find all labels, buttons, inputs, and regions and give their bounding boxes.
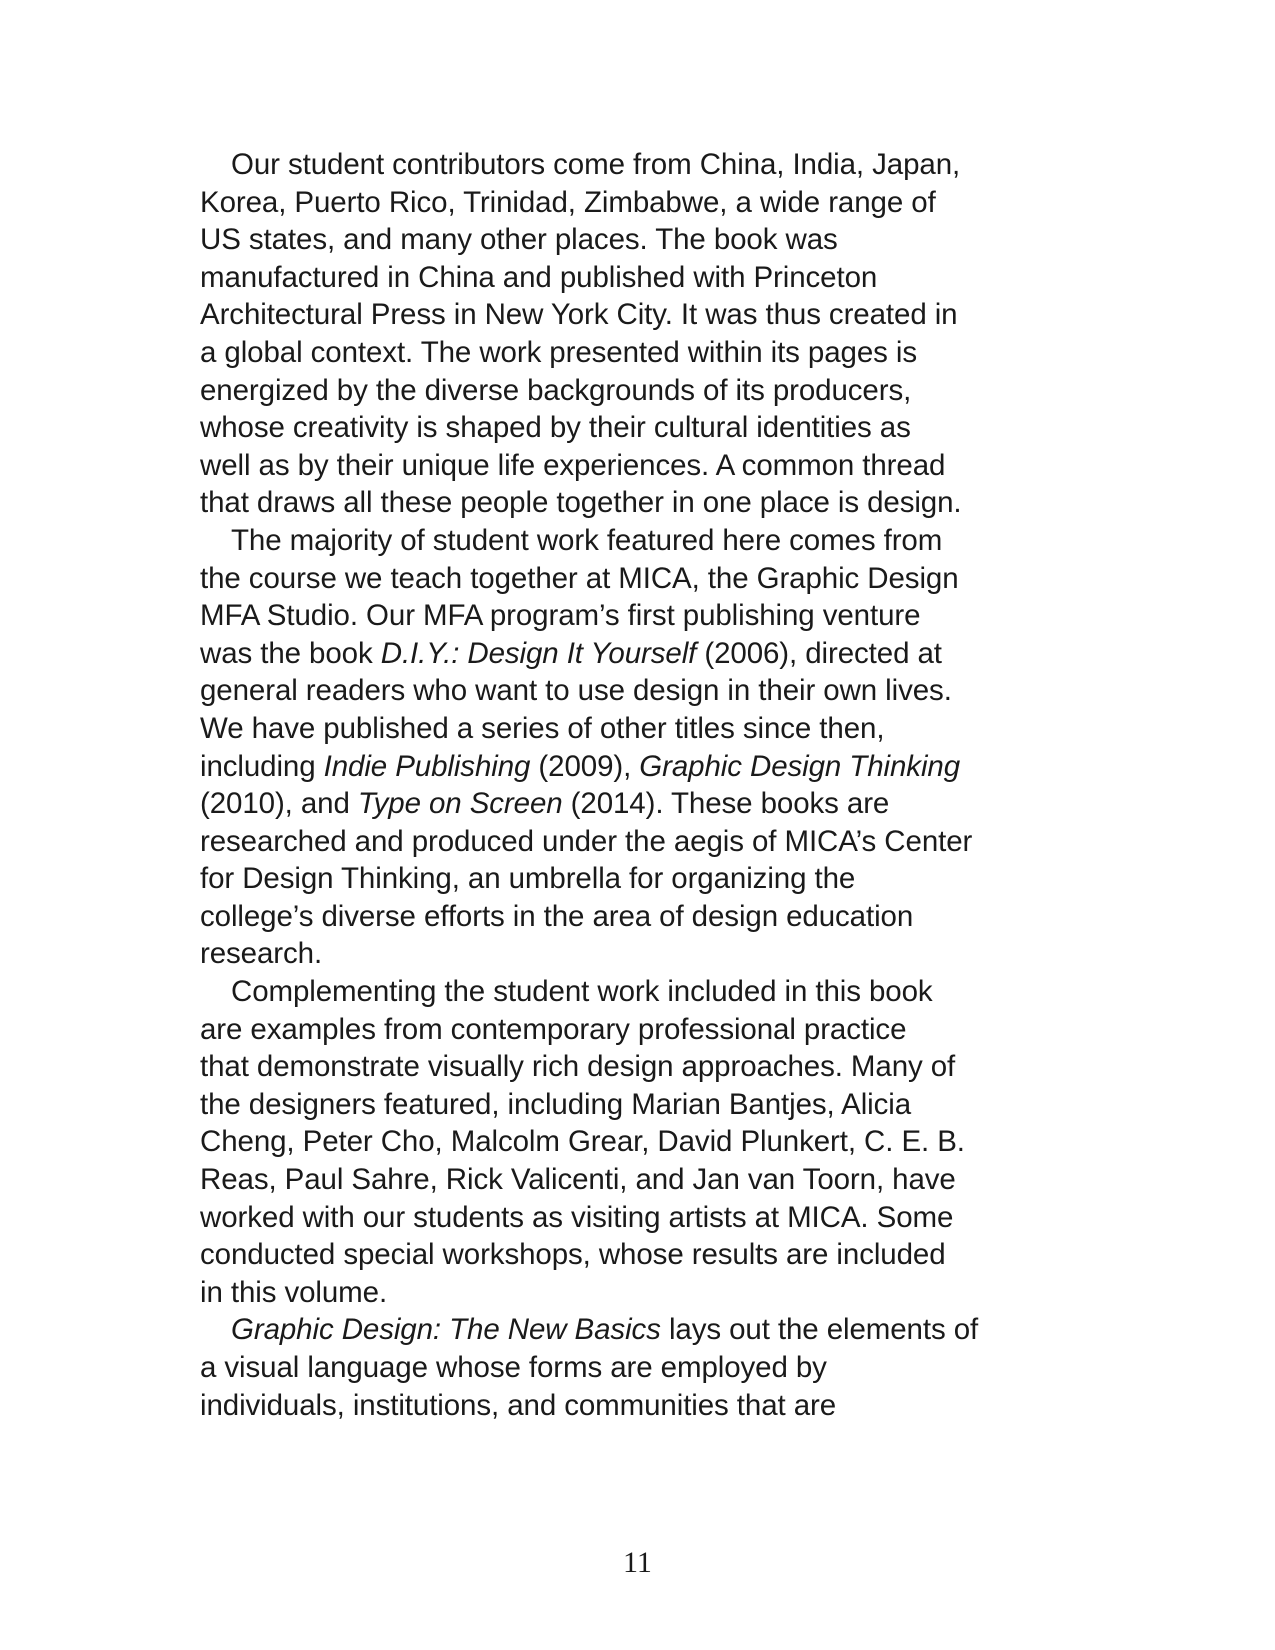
paragraph-2 [200, 522, 1080, 973]
body-text [200, 146, 1080, 1424]
text-line [200, 1011, 1080, 1049]
paragraph-3 [200, 973, 1080, 1311]
text-line [200, 672, 1080, 710]
text-line [200, 597, 1080, 635]
text-run: MFA Studio. Our MFA program’s first publishing venture [200, 599, 921, 633]
text-line [200, 447, 1080, 485]
text-line [200, 221, 1080, 259]
text-run: research. [200, 937, 323, 971]
text-run: general readers who want to use design in their own lives. [200, 674, 952, 708]
text-line [200, 935, 1080, 973]
text-line [200, 1274, 1080, 1312]
text-run: individuals, institutions, and communities that are [200, 1388, 837, 1422]
text-run: (2009), [530, 749, 640, 783]
text-line [200, 1311, 1080, 1349]
text-run: that demonstrate visually rich design approaches. Many of [200, 1050, 956, 1084]
text-line [200, 522, 1080, 560]
text-run: for Design Thinking, an umbrella for organizing the [200, 862, 856, 896]
text-run: whose creativity is shaped by their cultural identities as [200, 411, 911, 445]
italic-title: Type on Screen [357, 787, 563, 821]
text-line [200, 1199, 1080, 1237]
italic-title: Graphic Design Thinking [639, 749, 961, 783]
text-line [200, 1161, 1080, 1199]
text-run: including [200, 749, 324, 783]
text-line [200, 372, 1080, 410]
text-run: manufactured in China and published with Princeton [200, 260, 878, 294]
text-run: a visual language whose forms are employed by [200, 1351, 827, 1384]
text-line [200, 1123, 1080, 1161]
text-run: researched and produced under the aegis of MICA’s Center [200, 824, 973, 858]
text-line [200, 334, 1080, 372]
text-run: Korea, Puerto Rico, Trinidad, Zimbabwe, a wide range of [200, 185, 936, 219]
text-run: Complementing the student work included in this book [231, 975, 933, 1009]
text-run: the course we teach together at MICA, the Graphic Design [200, 561, 959, 595]
text-line [200, 409, 1080, 447]
text-run: are examples from contemporary professional practice [200, 1012, 907, 1046]
italic-title: Graphic Design: The New Basics [231, 1313, 661, 1347]
text-line [200, 484, 1080, 522]
paragraph-1 [200, 146, 1080, 522]
text-run: energized by the diverse backgrounds of its producers, [200, 373, 912, 407]
text-run: worked with our students as visiting artists at MICA. Some [200, 1200, 954, 1234]
italic-title: Indie Publishing [323, 749, 531, 783]
text-run: Reas, Paul Sahre, Rick Valicenti, and Jan van Toorn, have [200, 1163, 956, 1197]
text-run: conducted special workshops, whose results are included [200, 1238, 946, 1272]
text-line [200, 635, 1080, 673]
text-line [200, 823, 1080, 861]
text-run: college’s diverse efforts in the area of design education [200, 899, 914, 933]
text-run: US states, and many other places. The book was [200, 223, 838, 257]
text-run: Architectural Press in New York City. It was thus created in [200, 298, 958, 332]
text-line [200, 1048, 1080, 1086]
text-line [200, 973, 1080, 1011]
text-line [200, 184, 1080, 222]
text-run: We have published a series of other titles since then, [200, 711, 885, 745]
text-run: lays out the elements of [660, 1313, 979, 1347]
text-line [200, 296, 1080, 334]
text-line [200, 560, 1080, 598]
text-line [200, 860, 1080, 898]
text-line [200, 1086, 1080, 1124]
text-run: Cheng, Peter Cho, Malcolm Grear, David Plunkert, C. E. B. [200, 1125, 965, 1159]
text-line [200, 1387, 1080, 1425]
text-run: (2014). These books are [562, 787, 890, 821]
text-line [200, 259, 1080, 297]
text-line [200, 1349, 1080, 1387]
text-run: in this volume. [200, 1275, 388, 1309]
text-run: (2010), and [200, 787, 358, 821]
text-line [200, 898, 1080, 936]
text-line [200, 748, 1080, 786]
text-run: The majority of student work featured here comes from [231, 523, 943, 557]
page-number: 11 [623, 1546, 652, 1579]
paragraph-4 [200, 1311, 1080, 1424]
text-run: that draws all these people together in one place is design. [200, 486, 962, 520]
text-line [200, 1236, 1080, 1274]
text-run: was the book [200, 636, 381, 670]
text-line [200, 146, 1080, 184]
text-run: Our student contributors come from China, India, Japan, [231, 148, 961, 181]
text-run: well as by their unique life experiences. A common thread [200, 448, 946, 482]
text-run: (2006), directed at [696, 636, 942, 670]
text-run: a global context. The work presented within its pages is [200, 335, 918, 369]
text-line [200, 785, 1080, 823]
italic-title: D.I.Y.: Design It Yourself [380, 636, 697, 670]
text-line [200, 710, 1080, 748]
text-run: the designers featured, including Marian Bantjes, Alicia [200, 1087, 912, 1121]
